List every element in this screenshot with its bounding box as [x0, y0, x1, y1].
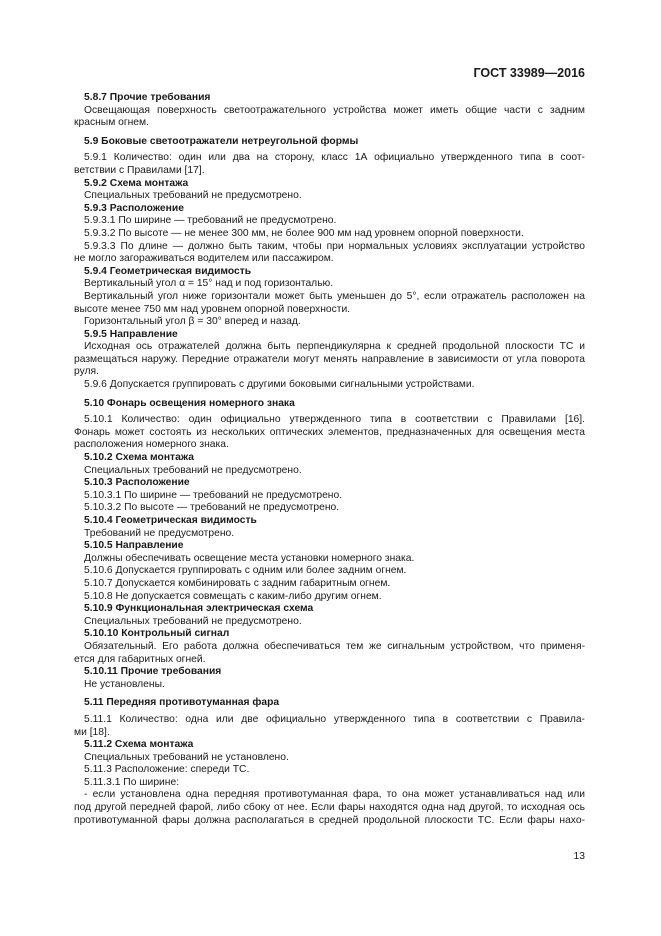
paragraph-line: 5.9.3.2 По высоте — не менее 300 мм, не более 900 мм над уровнем опорной поверхности. [84, 227, 524, 239]
paragraph-line: ется для габаритных огней. [74, 653, 206, 665]
paragraph-line: противотуманной фары должна располагаться в средней продольной плоскости ТС. Если фары нахо- [74, 814, 585, 826]
paragraph-line: 5.10.3.1 По ширине — требований не предусмотрено. [84, 489, 343, 501]
paragraph-line: ветствии с Правилами [17]. [74, 164, 205, 176]
paragraph-line: Горизонтальный угол β = 30° вперед и назад. [84, 316, 301, 328]
subsection-heading: 5.10.9 Функциональная электрическая схема [84, 603, 314, 615]
page-body [74, 92, 585, 827]
paragraph-line: 5.11.3 Расположение: спереди ТС. [84, 764, 250, 776]
paragraph-line: 5.9.6 Допускается группировать с другими боковыми сигнальными устройствами. [84, 379, 475, 391]
paragraph-line: Фонарь может состоять из нескольких оптических элементов, предназначенных для освещения места [74, 426, 585, 438]
paragraph-line: высоте менее 750 мм над уровнем опорной поверхности. [74, 303, 351, 315]
paragraph-line: 5.9.3.1 По ширине — требований не предусмотрено. [84, 215, 337, 227]
paragraph-line: Освещающая поверхность светоотражательного устройства может иметь общие части с задним [84, 104, 585, 116]
paragraph-line: 5.11.1 Количество: одна или две официально утвержденного типа в соответствии с Правила- [84, 713, 585, 725]
section-heading: 5.11 Передняя противотуманная фара [84, 697, 280, 709]
paragraph-line: 5.9.3.3 По длине — должно быть таким, чтобы при нормальных условиях эксплуатации устройство [84, 240, 585, 252]
page-number: 13 [573, 851, 585, 862]
paragraph-line: Вертикальный угол ниже горизонтали может быть уменьшен до 5°, если отражатель расположен на [84, 290, 585, 302]
paragraph-line: размещаться наружу. Передние отражатели могут менять направление в зависимости от угла поворота [74, 353, 585, 365]
subsection-heading: 5.9.2 Схема монтажа [84, 177, 189, 189]
paragraph-line: Обязательный. Его работа должна обеспечиваться тем же сигнальным устройством, что применя- [84, 640, 585, 652]
subsection-heading: 5.10.5 Направление [84, 540, 184, 552]
paragraph-line: 5.10.6 Допускается группировать с одним или более задним огнем. [84, 565, 407, 577]
section-heading: 5.10 Фонарь освещения номерного знака [84, 397, 295, 409]
paragraph-line: Должны обеспечивать освещение места установки номерного знака. [84, 552, 415, 564]
paragraph-line: Не установлены. [84, 678, 165, 690]
paragraph-line: Специальных требований не предусмотрено. [84, 615, 302, 627]
paragraph-line: расположения номерного знака. [74, 439, 229, 451]
paragraph-line: Специальных требований не установлено. [84, 751, 289, 763]
paragraph-line: красным огнем. [74, 117, 149, 129]
paragraph-line: 5.9.1 Количество: один или два на сторону, класс 1А официально утвержденного типа в соот- [84, 152, 585, 164]
paragraph-line: 5.10.1 Количество: один официально утвержденного типа в соответствии с Правилами [16]. [84, 414, 585, 426]
subsection-heading: 5.8.7 Прочие требования [84, 92, 211, 103]
subsection-heading: 5.10.3 Расположение [84, 477, 190, 489]
paragraph-line: 5.10.3.2 По высоте — требований не предусмотрено. [84, 502, 340, 514]
paragraph-line: - если установлена одна передняя противотуманная фара, то она может устанавливаться над или [84, 789, 585, 801]
paragraph-line: Исходная ось отражателей должна быть перпендикулярна к средней продольной плоскости ТС и [84, 341, 585, 353]
section-heading: 5.9 Боковые светоотражатели нетреугольной формы [84, 135, 359, 147]
subsection-heading: 5.10.2 Схема монтажа [84, 452, 194, 464]
subsection-heading: 5.9.4 Геометрическая видимость [84, 265, 252, 277]
paragraph-line: Требований не предусмотрено. [84, 527, 235, 539]
paragraph-line: 5.10.8 Не допускается совмещать с каким-либо другим огнем. [84, 590, 382, 602]
paragraph-line: 5.11.3.1 По ширине: [84, 776, 180, 788]
subsection-heading: 5.10.11 Прочие требования [84, 666, 222, 678]
paragraph-line: 5.10.7 Допускается комбинировать с задним габаритным огнем. [84, 577, 391, 589]
paragraph-line: под другой передней фарой, либо сбоку от нее. Если фары находятся одна над другой, то исходная ось [74, 802, 585, 814]
subsection-heading: 5.9.5 Направление [84, 328, 178, 340]
subsection-heading: 5.10.10 Контрольный сигнал [84, 628, 230, 640]
subsection-heading: 5.11.2 Схема монтажа [84, 739, 194, 751]
document-standard-id: ГОСТ 33989—2016 [473, 66, 585, 80]
paragraph-line: Специальных требований не предусмотрено. [84, 464, 302, 476]
paragraph-line: руля. [74, 366, 99, 378]
subsection-heading: 5.10.4 Геометрическая видимость [84, 515, 257, 526]
paragraph-line: Вертикальный угол α = 15° над и под горизонталью. [84, 278, 334, 290]
subsection-heading: 5.9.3 Расположение [84, 202, 184, 214]
paragraph-line: ми [18]. [74, 726, 110, 738]
paragraph-line: не могло загораживаться водителем или пассажиром. [74, 253, 334, 265]
paragraph-line: Специальных требований не предусмотрено. [84, 190, 302, 202]
